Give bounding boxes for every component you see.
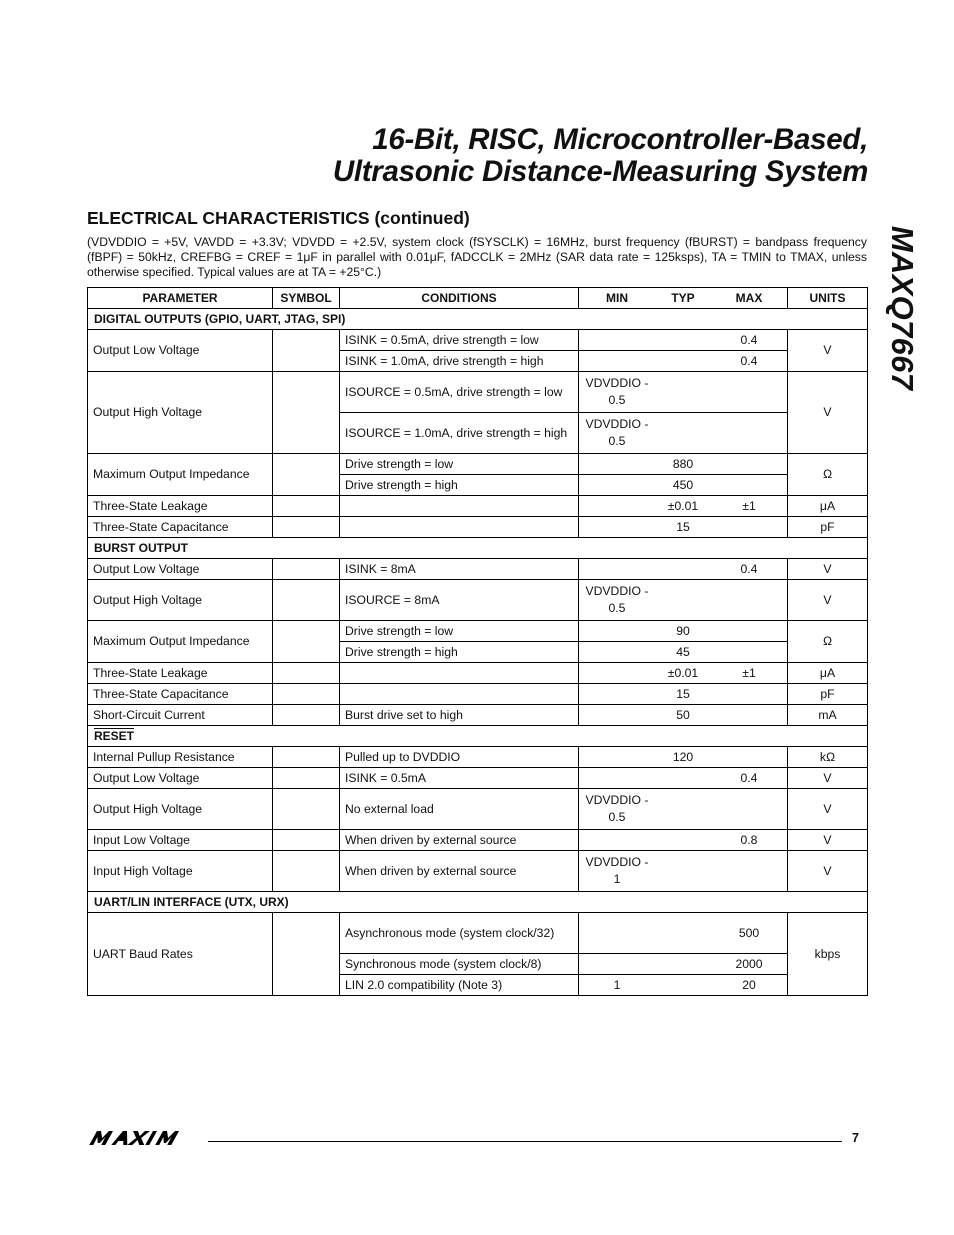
symbol-cell [273,517,340,538]
header-min-typ-max [579,288,788,309]
table-row [88,454,868,475]
unit-cell: μA [788,663,868,684]
header-typ: TYP [671,290,695,305]
condition-cell: ISOURCE = 1.0mA, drive strength = high [340,413,579,454]
values-cell [579,580,788,621]
document-title [333,124,868,188]
header-min: MIN [606,290,628,305]
symbol-cell [273,705,340,726]
condition-cell: Pulled up to DVDDIO [340,747,579,768]
condition-cell: LIN 2.0 compatibility (Note 3) [340,975,579,996]
table-row [88,830,868,851]
max-value: 2000 [735,956,763,971]
condition-cell: When driven by external source [340,851,579,892]
condition-cell: ISINK = 0.5mA, drive strength = low [340,330,579,351]
table-header-row [88,288,868,309]
condition-cell: ISOURCE = 0.5mA, drive strength = low [340,372,579,413]
symbol-cell [273,789,340,830]
symbol-cell [273,621,340,663]
condition-cell: Drive strength = low [340,621,579,642]
condition-cell [340,496,579,517]
min-value: VDVDDIO - 0.5 [585,376,649,407]
values-cell [579,747,788,768]
condition-cell [340,663,579,684]
table-row [88,684,868,705]
values-cell [579,954,788,975]
section-reset-label: RESET [94,728,135,743]
table-row [88,580,868,621]
table-row [88,789,868,830]
unit-cell: Ω [788,621,868,663]
typ-value: 120 [672,749,694,764]
typ-value: ±0.01 [667,498,699,513]
condition-cell [340,517,579,538]
condition-cell: Drive strength = high [340,642,579,663]
max-value: ±1 [742,498,756,513]
max-value: ±1 [742,665,756,680]
header-conditions: CONDITIONS [340,288,579,309]
param-cell: UART Baud Rates [88,913,273,996]
unit-cell: pF [788,684,868,705]
unit-cell: Ω [788,454,868,496]
condition-cell: No external load [340,789,579,830]
param-cell: Output Low Voltage [88,768,273,789]
header-units: UNITS [788,288,868,309]
values-cell [579,663,788,684]
max-value: 0.8 [740,832,758,847]
unit-cell: V [788,768,868,789]
param-cell: Output High Voltage [88,372,273,454]
values-cell [579,330,788,351]
table-row [88,621,868,642]
condition-cell: Burst drive set to high [340,705,579,726]
symbol-cell [273,851,340,892]
max-value: 0.4 [740,561,758,576]
symbol-cell [273,830,340,851]
symbol-cell [273,559,340,580]
symbol-cell [273,747,340,768]
symbol-cell [273,913,340,996]
param-cell: Input High Voltage [88,851,273,892]
min-value: 1 [613,977,621,992]
typ-value: 45 [676,644,690,659]
symbol-cell [273,372,340,454]
values-cell [579,559,788,580]
unit-cell: mA [788,705,868,726]
section-burst-output: BURST OUTPUT [88,538,868,559]
max-value: 20 [742,977,756,992]
param-cell: Output High Voltage [88,580,273,621]
condition-cell: ISINK = 1.0mA, drive strength = high [340,351,579,372]
typ-value: 90 [676,623,690,638]
typ-value: 15 [676,519,690,534]
section-row [88,309,868,330]
maxim-logo-icon [89,1131,199,1145]
section-row [88,726,868,747]
symbol-cell [273,454,340,496]
page-number: 7 [852,1131,859,1145]
condition-cell: ISINK = 8mA [340,559,579,580]
table-row [88,372,868,413]
section-row [88,538,868,559]
unit-cell: V [788,830,868,851]
typ-value: 880 [672,456,694,471]
section-title: ELECTRICAL CHARACTERISTICS (continued) [87,208,470,228]
values-cell [579,789,788,830]
section-row [88,892,868,913]
table-row [88,913,868,954]
min-value: VDVDDIO - 0.5 [585,793,649,824]
title-line-2: Ultrasonic Distance-Measuring System [332,155,868,188]
param-cell: Maximum Output Impedance [88,454,273,496]
table-row [88,851,868,892]
values-cell [579,454,788,475]
max-value: 0.4 [740,770,758,785]
unit-cell: V [788,559,868,580]
symbol-cell [273,330,340,372]
min-value: VDVDDIO - 0.5 [585,584,649,615]
param-cell: Maximum Output Impedance [88,621,273,663]
title-line-1: 16-Bit, RISC, Microcontroller-Based, [372,123,868,156]
values-cell [579,351,788,372]
param-cell: Internal Pullup Resistance [88,747,273,768]
condition-cell: Drive strength = low [340,454,579,475]
electrical-characteristics-table [87,287,868,996]
typ-value: 50 [676,707,690,722]
param-cell: Short-Circuit Current [88,705,273,726]
table-row [88,517,868,538]
condition-cell: Drive strength = high [340,475,579,496]
unit-cell: V [788,372,868,454]
condition-cell: ISINK = 0.5mA [340,768,579,789]
condition-cell: When driven by external source [340,830,579,851]
header-max: MAX [735,290,763,305]
typ-value: ±0.01 [667,665,699,680]
table-row [88,559,868,580]
conditions-note: (VDVDDIO = +5V, VAVDD = +3.3V; VDVDD = +2.5V, system clock (fSYSCLK) = 16MHz, burst frequency (fBURST) = bandpass frequency (fBPF) = 50kHz, CREFBG = CREF = 1μF in parallel with 0.01μF, fADCCLK = 2MHz (SAR data rate = 125ksps), TA = TMIN to TMAX, unless otherwise specified. Typical values are at TA = +25°C.) [87,235,867,279]
symbol-cell [273,663,340,684]
values-cell [579,830,788,851]
section-uart-lin: UART/LIN INTERFACE (UTX, URX) [88,892,868,913]
values-cell [579,621,788,642]
param-cell: Input Low Voltage [88,830,273,851]
table-row [88,747,868,768]
condition-cell [340,684,579,705]
header-parameter: PARAMETER [88,288,273,309]
max-value: 500 [738,925,760,940]
max-value: 0.4 [740,332,758,347]
unit-cell: kΩ [788,747,868,768]
values-cell [579,496,788,517]
section-digital-outputs: DIGITAL OUTPUTS (GPIO, UART, JTAG, SPI) [88,309,868,330]
values-cell [579,642,788,663]
unit-cell: V [788,851,868,892]
values-cell [579,684,788,705]
values-cell [579,768,788,789]
section-reset [88,726,868,747]
values-cell [579,413,788,454]
values-cell [579,851,788,892]
param-cell: Output High Voltage [88,789,273,830]
table-row [88,330,868,351]
footer-rule [208,1141,842,1142]
maxim-logo [89,1131,199,1150]
param-cell: Three-State Capacitance [88,517,273,538]
values-cell [579,517,788,538]
unit-cell: V [788,789,868,830]
values-cell [579,372,788,413]
param-cell: Output Low Voltage [88,559,273,580]
unit-cell: μA [788,496,868,517]
table-row [88,496,868,517]
symbol-cell [273,684,340,705]
condition-cell: ISOURCE = 8mA [340,580,579,621]
param-cell: Three-State Leakage [88,496,273,517]
values-cell [579,913,788,954]
table-row [88,705,868,726]
typ-value: 15 [676,686,690,701]
typ-value: 450 [672,477,694,492]
symbol-cell [273,580,340,621]
param-cell: Three-State Leakage [88,663,273,684]
symbol-cell [273,768,340,789]
values-cell [579,705,788,726]
values-cell [579,975,788,996]
max-value: 0.4 [740,353,758,368]
min-value: VDVDDIO - 1 [585,855,649,886]
side-part-number [877,213,927,403]
condition-cell: Synchronous mode (system clock/8) [340,954,579,975]
param-cell: Output Low Voltage [88,330,273,372]
table-row [88,768,868,789]
unit-cell: V [788,330,868,372]
values-cell [579,475,788,496]
table-row [88,663,868,684]
part-number-text: MAXQ7667 [885,225,920,391]
unit-cell: pF [788,517,868,538]
param-cell: Three-State Capacitance [88,684,273,705]
condition-cell: Asynchronous mode (system clock/32) [340,913,579,954]
min-value: VDVDDIO - 0.5 [585,417,649,448]
unit-cell: kbps [788,913,868,996]
symbol-cell [273,496,340,517]
unit-cell: V [788,580,868,621]
header-symbol: SYMBOL [273,288,340,309]
